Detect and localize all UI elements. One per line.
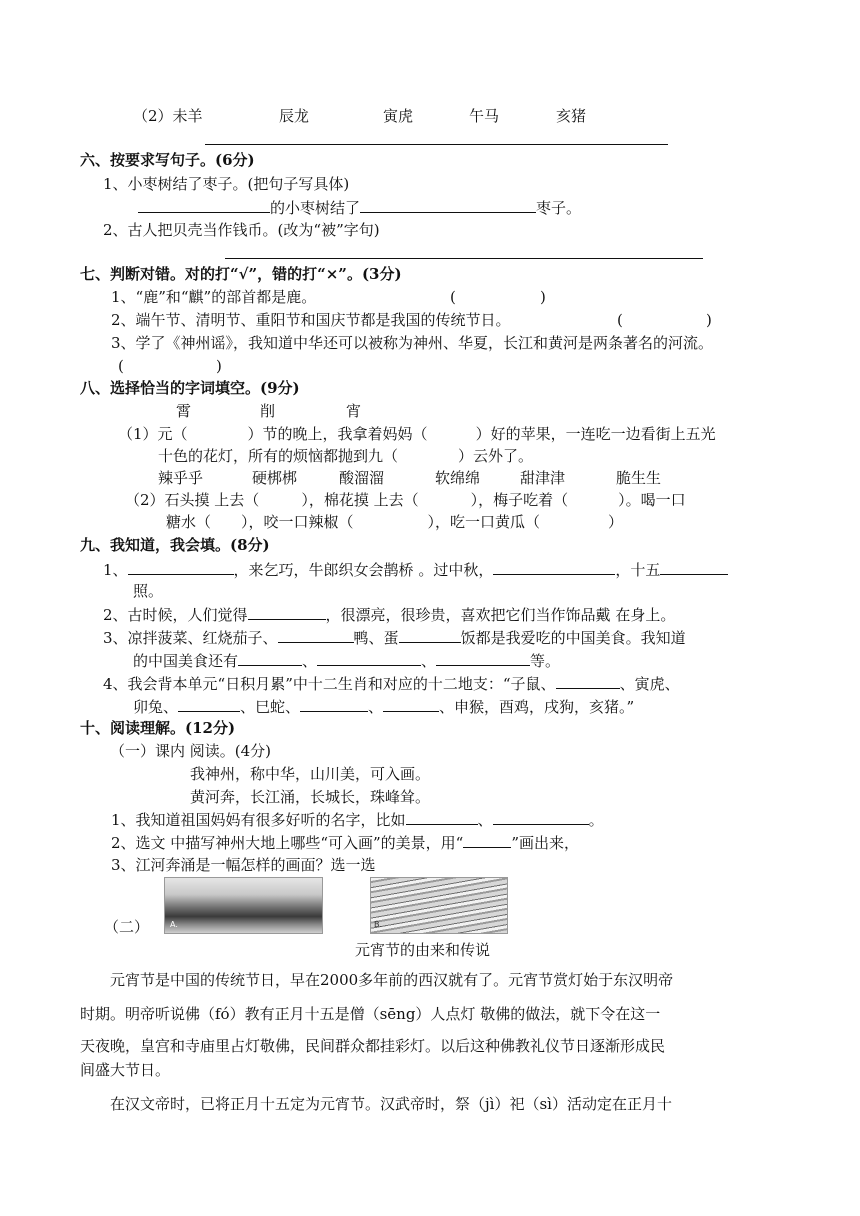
blank[interactable] xyxy=(660,559,728,575)
text: 、 xyxy=(368,698,384,716)
answer-line[interactable] xyxy=(225,258,703,259)
image-label-b: B. xyxy=(374,920,383,929)
text: （1）元（ xyxy=(118,425,188,443)
text: 、 xyxy=(421,652,437,670)
text: ），咬一口辣椒（ xyxy=(241,513,354,531)
story-p1-line3: 天夜晚，皇宫和寺庙里占灯敬佛，民间群众都挂彩灯。以后这种佛教礼仪节日逐渐形成民 xyxy=(80,1037,666,1055)
q5-item2-b: 寅虎 xyxy=(383,107,414,125)
word-option: 酸溜溜 xyxy=(339,469,385,487)
text: 的中国美食还有 xyxy=(133,652,239,670)
sec6-q1-end: 枣子。 xyxy=(536,199,582,217)
blank[interactable] xyxy=(436,650,530,666)
word-option: 宵 xyxy=(346,402,362,420)
story-title: 元宵节的由来和传说 xyxy=(355,941,491,959)
text: ），梅子吃着（ xyxy=(470,491,569,509)
text: ）好的苹果，一连吃一边看街上五光 xyxy=(475,425,716,443)
image-label-a: A. xyxy=(170,920,178,929)
sec7-q1: 1、“鹿”和“麒”的部首都是鹿。 xyxy=(111,288,317,306)
blank[interactable] xyxy=(278,627,354,643)
text: ），吃一口黄瓜（ xyxy=(427,513,541,531)
text: 、 xyxy=(477,811,493,829)
q5-item2-c: 午马 xyxy=(469,107,500,125)
word-option: 甜津津 xyxy=(520,469,566,487)
paren-close: ) xyxy=(706,311,712,329)
blank[interactable] xyxy=(556,673,620,689)
story-p2-line1: 在汉文帝时，已将正月十五定为元宵节。汉武帝时，祭（jì）祀（sì）活动定在正月十 xyxy=(110,1095,672,1113)
blank[interactable] xyxy=(406,809,478,825)
text: ）。喝一口 xyxy=(618,491,686,509)
text: 、巳蛇、 xyxy=(240,698,301,716)
sec10-part1: （一）课内 阅读。(4分) xyxy=(110,742,272,760)
blank[interactable] xyxy=(300,696,368,712)
sec9-q1 xyxy=(103,559,728,580)
sec6-q2: 2、古人把贝壳当作钱币。(改为“被”字句) xyxy=(103,221,380,239)
q5-item2-d: 亥猪 xyxy=(556,107,587,125)
story-p1-line1: 元宵节是中国的传统节日，早在2000多年前的西汉就有了。元宵节赏灯始于东汉明帝 xyxy=(110,971,674,989)
sec9-q2 xyxy=(103,604,675,625)
text: 2、选文 中描写神州大地上哪些“可入画”的美景，用“ xyxy=(111,834,464,852)
river-image-a[interactable] xyxy=(164,877,323,934)
sec9-q3-cont xyxy=(133,650,560,671)
sec9-q3 xyxy=(103,627,686,648)
blank[interactable] xyxy=(383,696,439,712)
text: 1、 xyxy=(103,561,128,579)
word-option: 霄 xyxy=(176,402,192,420)
blank[interactable] xyxy=(317,650,421,666)
text: 1、我知道祖国妈妈有很多好听的名字，比如 xyxy=(111,811,406,829)
text: ）节的晚上，我拿着妈妈（ xyxy=(247,425,428,443)
text: 3、凉拌菠菜、红烧茄子、 xyxy=(103,629,278,647)
story-p1-line4: 间盛大节日。 xyxy=(80,1061,171,1079)
blank[interactable] xyxy=(138,197,270,213)
text: ”画出来， xyxy=(511,834,579,852)
paren-close: ) xyxy=(540,288,546,306)
text: 卯兔、 xyxy=(133,698,179,716)
sec8-l1 xyxy=(118,424,716,444)
text: ）云外了。 xyxy=(458,447,534,465)
blank[interactable] xyxy=(238,650,302,666)
section-8-title: 八、选择恰当的字词填空。(9分) xyxy=(80,379,300,397)
sec9-q4 xyxy=(103,673,680,694)
sec7-q2: 2、端午节、清明节、重阳节和国庆节都是我国的传统节日。 xyxy=(111,311,511,329)
sec8-l3 xyxy=(125,490,686,510)
blank[interactable] xyxy=(128,559,234,575)
text: 、申猴，酉鸡，戌狗，亥猪。” xyxy=(439,698,635,716)
q5-item2-label: （2）未羊 xyxy=(133,107,203,125)
sec10-q2 xyxy=(111,832,579,853)
q5-item2-a: 辰龙 xyxy=(279,107,310,125)
blank[interactable] xyxy=(248,604,326,620)
sec9-q4-cont xyxy=(133,696,634,717)
poem-line-2: 黄河奔，长江涌，长城长，珠峰耸。 xyxy=(190,788,431,806)
text: 鸭、蛋 xyxy=(353,629,399,647)
sec10-part2: （二） xyxy=(104,918,150,936)
paren-open: ( xyxy=(118,357,124,375)
text: ，很漂亮，很珍贵，喜欢把它们当作饰品戴 在身上。 xyxy=(325,606,676,624)
paren-open: ( xyxy=(450,288,456,306)
text: 2、古时候，人们觉得 xyxy=(103,606,248,624)
text: 。 xyxy=(588,811,604,829)
text: ），棉花摸 上去（ xyxy=(301,491,419,509)
sec10-q1 xyxy=(111,809,604,830)
section-6-title: 六、按要求写句子。(6分) xyxy=(80,151,255,169)
paren-open: ( xyxy=(617,311,623,329)
text: 、 xyxy=(302,652,318,670)
section-10-title: 十、阅读理解。(12分) xyxy=(80,719,236,737)
sec7-q3: 3、学了《神州谣》，我知道中华还可以被称为神州、华夏，长江和黄河是两条著名的河流。 xyxy=(111,334,714,352)
sec9-q1-end: 照。 xyxy=(133,582,164,600)
story-p1-line2: 时期。明帝听说佛（fó）教有正月十五是僧（sēng）人点灯 敬佛的做法，就下令在这一 xyxy=(80,1005,661,1023)
section-7-title: 七、判断对错。对的打“√”，错的打“×”。(3分) xyxy=(80,265,402,283)
text: 4、我会背本单元“日积月累”中十二生肖和对应的十二地支：“子鼠、 xyxy=(103,675,556,693)
word-option: 硬梆梆 xyxy=(252,469,298,487)
poem-line-1: 我神州，称中华，山川美，可入画。 xyxy=(190,765,431,783)
blank[interactable] xyxy=(463,832,511,848)
sec8-l4 xyxy=(166,512,623,532)
word-option: 脆生生 xyxy=(616,469,662,487)
word-option: 削 xyxy=(260,402,276,420)
paren-close: ) xyxy=(216,357,222,375)
text: ，十五 xyxy=(615,561,661,579)
sec10-q3: 3、江河奔涌是一幅怎样的画面？选一选 xyxy=(111,856,376,874)
blank[interactable] xyxy=(493,809,589,825)
text: 饭都是我爱吃的中国美食。我知道 xyxy=(460,629,686,647)
sec6-q1-mid: 的小枣树结了 xyxy=(270,199,361,217)
sec6-q1-answer xyxy=(138,197,581,218)
text: ，来乞巧，牛郎织女会鹊桥 。过中秋， xyxy=(233,561,494,579)
word-option: 辣乎乎 xyxy=(158,469,204,487)
blank[interactable] xyxy=(399,627,461,643)
text: 等。 xyxy=(530,652,561,670)
word-option: 软绵绵 xyxy=(435,469,481,487)
section-9-title: 九、我知道，我会填。(8分) xyxy=(80,536,270,554)
text: （2）石头摸 上去（ xyxy=(125,491,260,509)
text: 、寅虎、 xyxy=(619,675,680,693)
answer-line[interactable] xyxy=(205,144,668,145)
sec8-l2 xyxy=(158,446,533,466)
blank[interactable] xyxy=(360,197,536,213)
text: ） xyxy=(608,513,624,531)
text: 十色的花灯，所有的烦恼都抛到九（ xyxy=(158,447,399,465)
blank[interactable] xyxy=(493,559,615,575)
text: 糖水（ xyxy=(166,513,212,531)
waves-image-b[interactable] xyxy=(370,877,508,934)
sec6-q1: 1、小枣树结了枣子。(把句子写具体) xyxy=(103,175,350,193)
blank[interactable] xyxy=(178,696,240,712)
